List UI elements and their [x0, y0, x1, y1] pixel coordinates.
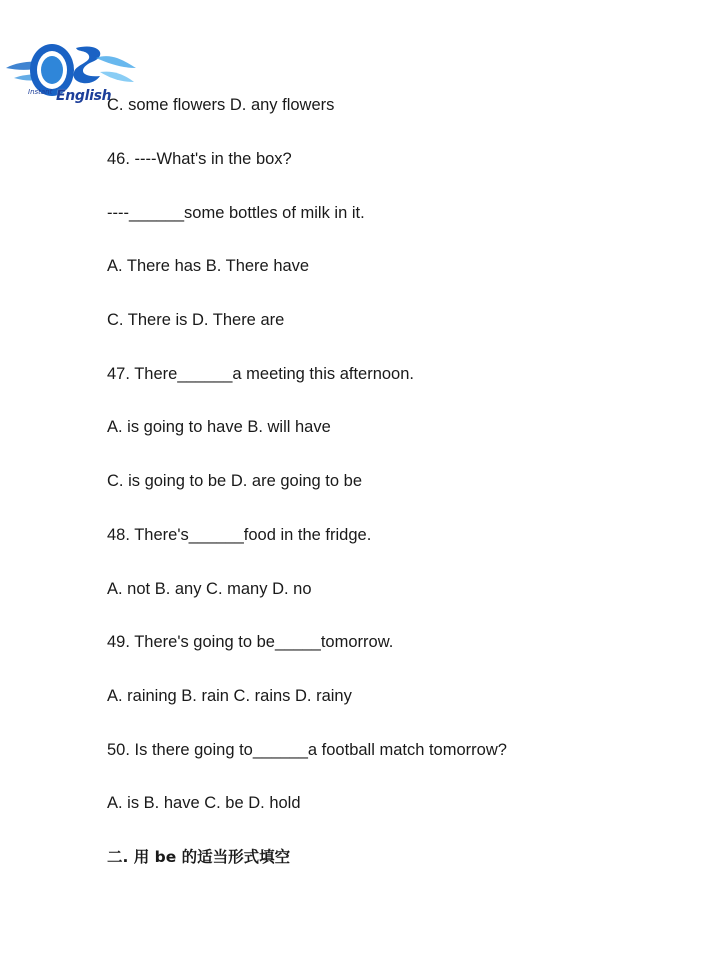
option-line-48: A. not B. any C. many D. no [107, 580, 312, 598]
question-49: 49. There's going to be_____tomorrow. [107, 633, 394, 651]
question-47: 47. There______a meeting this afternoon. [107, 365, 414, 383]
question-50: 50. Is there going to______a football match tomorrow? [107, 741, 507, 759]
option-line-49: A. raining B. rain C. rains D. rainy [107, 687, 352, 705]
option-line-50: A. is B. have C. be D. hold [107, 794, 301, 812]
option-line-46-ab: A. There has B. There have [107, 257, 310, 275]
question-48: 48. There's______food in the fridge. [107, 526, 372, 544]
question-46-answer-stem: ----______some bottles of milk in it. [107, 204, 365, 222]
logo-english-text: English [56, 88, 112, 104]
logo-instant-text: Instant [28, 88, 53, 96]
option-line-46-cd: C. There is D. There are [107, 311, 285, 329]
section-heading: 二. 用 be 的适当形式填空 [107, 848, 291, 866]
question-46: 46. ----What's in the box? [107, 150, 292, 168]
option-line-47-ab: A. is going to have B. will have [107, 418, 331, 436]
option-line-47-cd: C. is going to be D. are going to be [107, 472, 362, 490]
option-line-45-cd: C. some flowers D. any flowers [107, 96, 335, 114]
